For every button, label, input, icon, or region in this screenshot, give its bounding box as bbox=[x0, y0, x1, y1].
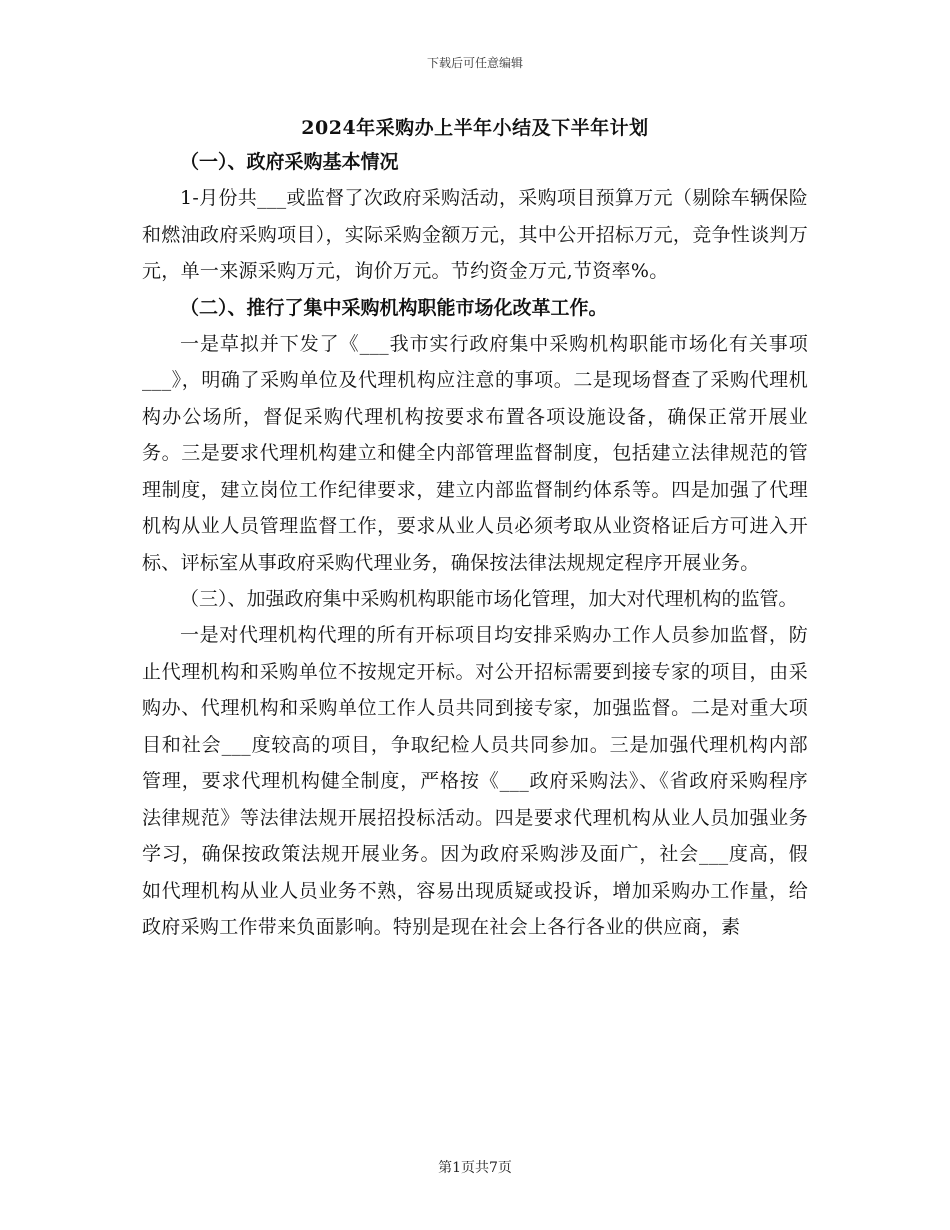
header-note: 下载后可任意编辑 bbox=[426, 56, 523, 70]
section-3-paragraph: 一是对代理机构代理的所有开标项目均安排采购办工作人员参加监督，防止代理机构和采购单位不按规定开标。对公开招标需要到接专家的项目，由采购办、代理机构和采购单位工作人员共同到接专家，加强监督。二是对重大项目和社会___度较高的项目，争取纪检人员共同参加。三是加强代理机构内部管理，要求代理机构健全制度，严格按《___政府采购法》、《省政府采购程序法律规范》等法律法规开展招投标活动。四是要求代理机构从业人员加强业务学习，确保按政策法规开展业务。因为政府采购涉及面广，社会___度高，假如代理机构从业人员业务不熟，容易出现质疑或投诉，增加采购办工作量，给政府采购工作带来负面影响。特别是现在社会上各行各业的供应商，素 bbox=[142, 624, 808, 938]
document-body bbox=[142, 112, 808, 946]
section-2-paragraph: 一是草拟并下发了《___我市实行政府集中采购机构职能市场化有关事项___》，明确了采购单位及代理机构应注意的事项。二是现场督查了采购代理机构办公场所，督促采购代理机构按要求布置各项设施设备，确保正常开展业务。三是要求代理机构建立和健全内部管理监督制度，包括建立法律规范的管理制度，建立岗位工作纪律要求，建立内部监督制约体系等。四是加强了代理机构从业人员管理监督工作，要求从业人员必须考取从业资格证后方可进入开标、评标室从事政府采购代理业务，确保按法律法规规定程序开展业务。 bbox=[142, 332, 808, 574]
section-heading-2: （二）、推行了集中采购机构职能市场化改革工作。 bbox=[180, 296, 608, 319]
page-footer: 第1页共7页 bbox=[438, 1160, 512, 1176]
section-heading-1: （一）、政府采购基本情况 bbox=[180, 151, 399, 173]
document-title: 2024年采购办上半年小结及下半年计划 bbox=[301, 117, 649, 139]
section-1-paragraph: 1-月份共___或监督了次政府采购活动，采购项目预算万元（剔除车辆保险和燃油政府采购项目），实际采购金额万元，其中公开招标万元，竞争性谈判万元，单一来源采购万元，询价万元。节约资金万元,节资率%。 bbox=[142, 187, 809, 282]
section-heading-3: （三）、加强政府集中采购机构职能市场化管理，加大对代理机构的监管。 bbox=[180, 588, 798, 610]
